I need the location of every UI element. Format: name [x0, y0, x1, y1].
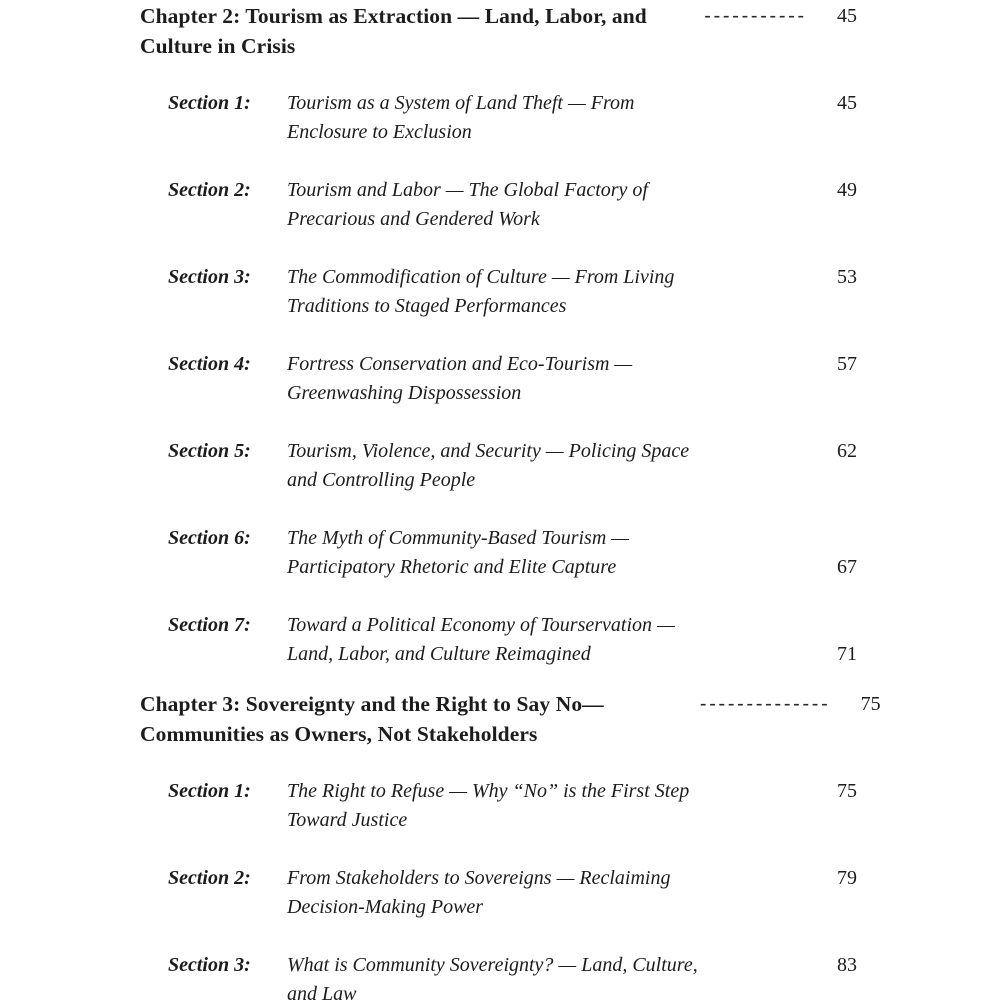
page-number: 49: [837, 179, 857, 201]
section-title-line-2: Land, Labor, and Culture Reimagined: [287, 643, 591, 665]
page-number: 45: [837, 92, 857, 114]
page-number: 83: [837, 954, 857, 976]
toc-section-entry: [140, 263, 857, 321]
section-title-line-2: Greenwashing Dispossession: [287, 382, 522, 404]
section-title-line-2: Traditions to Staged Performances: [287, 295, 567, 317]
section-label: Section 7:: [168, 614, 251, 636]
toc-section-entry: [140, 176, 857, 234]
toc-section-entry: [140, 89, 857, 147]
section-title-line-2: Participatory Rhetoric and Elite Capture: [287, 556, 617, 578]
page-number: 79: [837, 867, 857, 889]
toc-section-entry: [140, 524, 857, 582]
section-label: Section 3:: [168, 266, 251, 288]
section-title-line-2: and Controlling People: [287, 469, 476, 491]
section-title-line-2: Decision-Making Power: [287, 896, 484, 918]
page-number: 45: [837, 5, 857, 27]
table-of-contents: [140, 0, 881, 1000]
page-number: 57: [837, 353, 857, 375]
section-title: [287, 263, 807, 321]
section-label: Section 3:: [168, 954, 251, 976]
section-title: [287, 437, 807, 495]
page-number: 53: [837, 266, 857, 288]
toc-section-entry: [140, 951, 857, 1000]
section-title: [287, 350, 807, 408]
section-title-line-1: Fortress Conservation and Eco-Tourism —: [287, 353, 633, 375]
chapter-title-line-2: Culture in Crisis: [140, 34, 296, 58]
section-title-line-2: Enclosure to Exclusion: [287, 121, 472, 143]
section-title-line-1: From Stakeholders to Sovereigns — Reclaiming: [287, 867, 671, 889]
chapter-title: [140, 1, 700, 61]
section-label: Section 5:: [168, 440, 251, 462]
page-number: 75: [837, 780, 857, 802]
section-title-line-2: Toward Justice: [287, 809, 408, 831]
section-title: [287, 176, 807, 234]
toc-section-entry: [140, 350, 857, 408]
toc-chapter-entry: [140, 1, 857, 61]
section-title: [287, 524, 807, 582]
page-number: 75: [860, 693, 881, 715]
section-title: [287, 89, 807, 147]
section-label: Section 2:: [168, 179, 251, 201]
section-title-line-1: The Myth of Community-Based Tourism —: [287, 527, 630, 549]
section-title-line-1: Toward a Political Economy of Tourservation —: [287, 614, 675, 636]
page-number: 67: [837, 556, 857, 578]
section-title-line-2: and Law: [287, 983, 357, 1000]
section-title-line-1: Tourism and Labor — The Global Factory of: [287, 179, 648, 201]
section-title-line-1: Tourism, Violence, and Security — Policing Space: [287, 440, 690, 462]
section-label: Section 6:: [168, 527, 251, 549]
chapter-title-line-1: Chapter 2: Tourism as Extraction — Land, Labor, and: [140, 4, 647, 28]
section-title-line-1: The Right to Refuse — Why “No” is the First Step: [287, 780, 690, 802]
toc-section-entry: [140, 777, 857, 835]
section-title: [287, 777, 807, 835]
section-label: Section 4:: [168, 353, 251, 375]
section-title-line-1: The Commodification of Culture — From Living: [287, 266, 675, 288]
section-title: [287, 951, 807, 1000]
section-title: [287, 864, 807, 922]
chapter-title-line-1: Chapter 3: Sovereignty and the Right to Say No—: [140, 692, 604, 716]
section-title: [287, 611, 807, 669]
toc-chapter-entry: [140, 689, 881, 749]
dashed-leader: --------------: [700, 693, 831, 714]
section-title-line-1: What is Community Sovereignty? — Land, Culture,: [287, 954, 698, 976]
section-label: Section 1:: [168, 780, 251, 802]
section-label: Section 2:: [168, 867, 251, 889]
section-title-line-1: Tourism as a System of Land Theft — From: [287, 92, 635, 114]
page-number: 71: [837, 643, 857, 665]
toc-section-entry: [140, 437, 857, 495]
toc-section-entry: [140, 864, 857, 922]
section-title-line-2: Precarious and Gendered Work: [287, 208, 540, 230]
section-label: Section 1:: [168, 92, 251, 114]
chapter-title-line-2: Communities as Owners, Not Stakeholders: [140, 722, 538, 746]
toc-section-entry: [140, 611, 857, 669]
chapter-title: [140, 689, 700, 749]
dashed-leader: -----------: [704, 5, 807, 26]
page-number: 62: [837, 440, 857, 462]
